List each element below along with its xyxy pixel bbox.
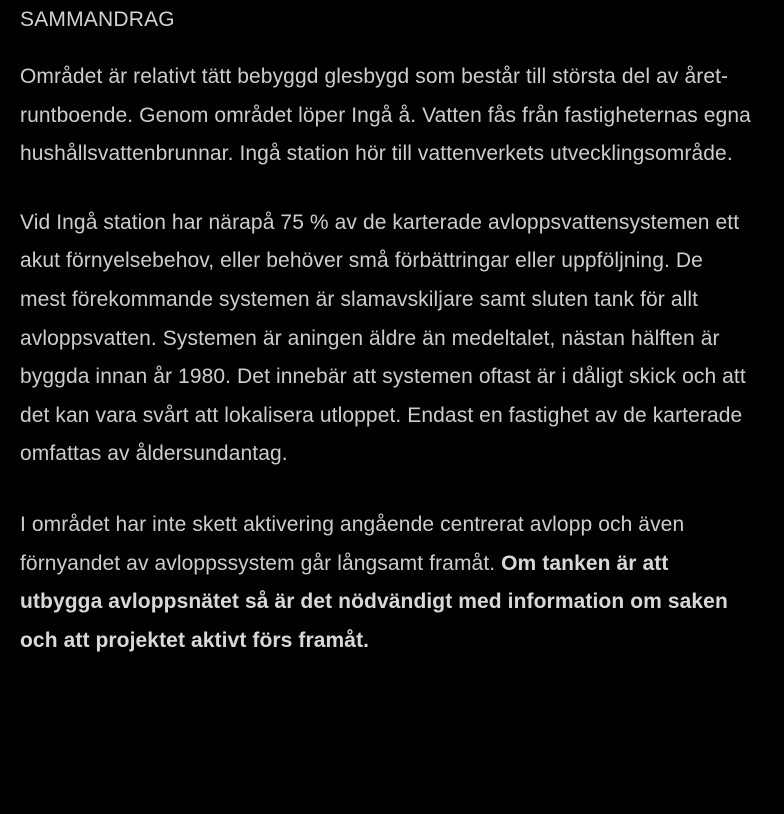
summary-paragraph-1: Området är relativt tätt bebyggd glesbygd som består till största del av åretruntboende. Genom området löper Ingå å. Vatten fås från fastigheternas egna hushållsvattenbrunnar. Ingå station hör till vattenverkets utvecklingsområde. (20, 65, 751, 166)
summary-paragraph-3-bold: Om tanken är att utbygga avloppsnätet så är det nödvändigt med information om saken och att projektet aktivt förs framåt. (20, 551, 728, 652)
summary-paragraph-3-regular: I området har inte skett aktivering angående centrerat avlopp och även förnyandet av avloppssystem går långsamt framåt. (20, 512, 685, 575)
summary-paragraph-3 (20, 506, 754, 660)
summary-paragraph-2: Vid Ingå station har närapå 75 % av de karterade avloppsvattensystemen ett akut förnyelsebehov, eller behöver små förbättringar eller uppföljning. De mest förekommande systemen är slamavskiljare samt sluten tank för allt avloppsvatten. Systemen är aningen äldre än medeltalet, nästan hälften är byggda innan år 1980. Det innebär att systemen oftast är i dåligt skick och att det kan vara svårt att lokalisera utloppet. Endast en fastighet av de karterade omfattas av åldersundantag. (20, 210, 746, 466)
section-heading: SAMMANDRAG (20, 8, 175, 31)
